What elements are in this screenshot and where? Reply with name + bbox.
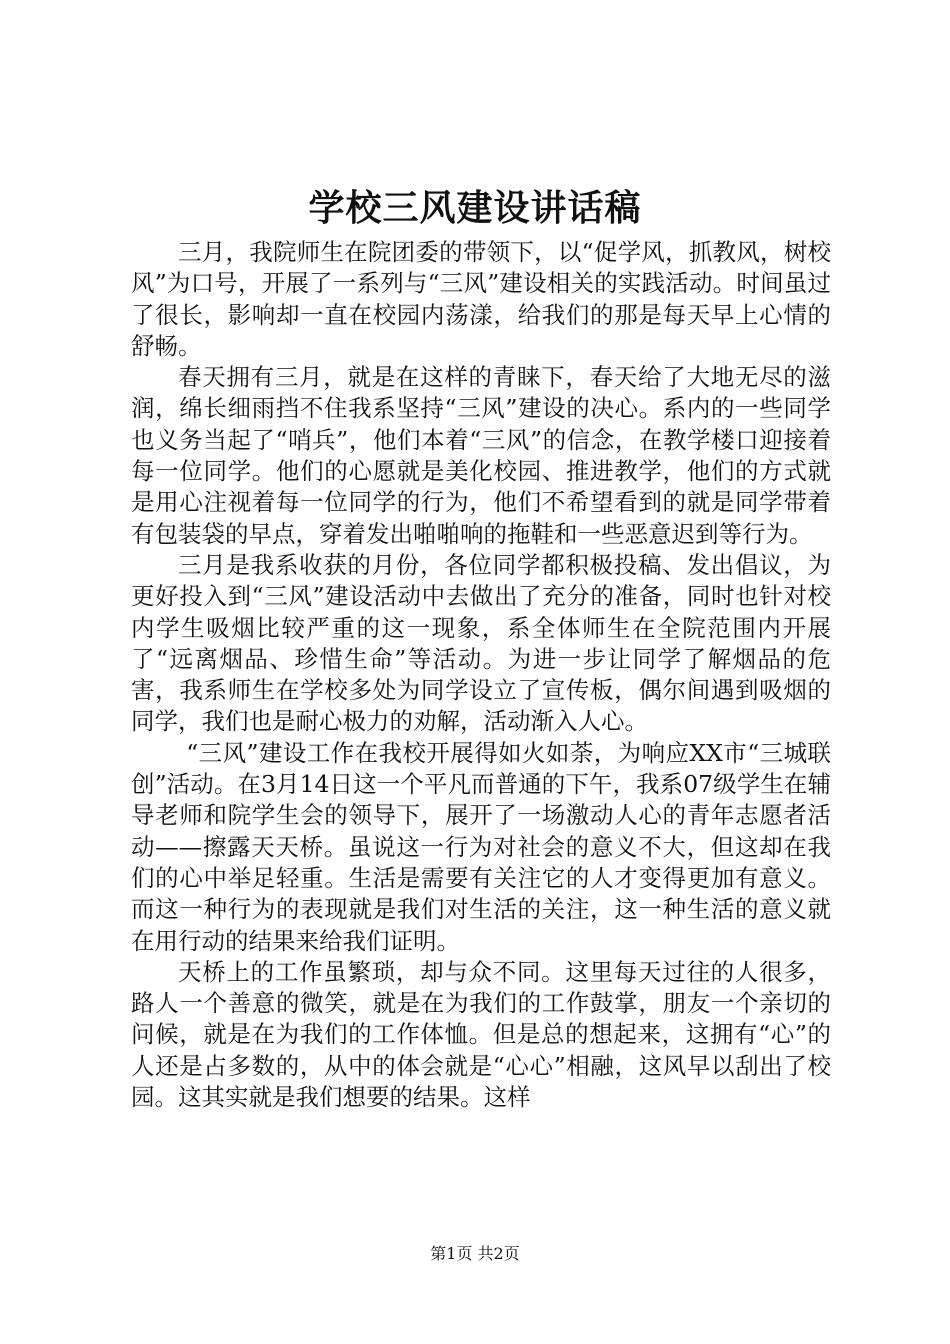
paragraph-1: 三月，我院师生在院团委的带领下，以“促学风，抓教风，树校风”为口号，开展了一系列与“三风”建设相关的实践活动。时间虽过了很长，影响却一直在校园内荡漾，给我们的那是每天早上心情的舒畅。	[131, 238, 831, 360]
document-body	[131, 237, 831, 1113]
paragraph-4: “三风”建设工作在我校开展得如火如荼，为响应XX市“三城联创”活动。在3月14日这一个平凡而普通的下午，我系07级学生在辅导老师和院学生会的领导下，展开了一场激动人心的青年志愿者活动——擦露天天桥。虽说这一行为对社会的意义不大，但这却在我们的心中举足轻重。生活是需要有关注它的人才变得更加有意义。而这一种行为的表现就是我们对生活的关注，这一种生活的意义就在用行动的结果来给我们证明。	[131, 738, 831, 955]
paragraph-2: 春天拥有三月，就是在这样的青睐下，春天给了大地无尽的滋润，绵长细雨挡不住我系坚持“三风”建设的决心。系内的一些同学也义务当起了“哨兵”，他们本着“三风”的信念，在教学楼口迎接着每一位同学。他们的心愿就是美化校园、推进教学，他们的方式就是用心注视着每一位同学的行为，他们不希望看到的就是同学带着有包装袋的早点，穿着发出啪啪响的拖鞋和一些恶意迟到等行为。	[131, 363, 831, 548]
paragraph-5: 天桥上的工作虽繁琐，却与众不同。这里每天过往的人很多，路人一个善意的微笑，就是在为我们的工作鼓掌，朋友一个亲切的问候，就是在为我们的工作体恤。但是总的想起来，这拥有“心”的人还是占多数的，从中的体会就是“心心”相融，这风早以刮出了校园。这其实就是我们想要的结果。这样	[131, 957, 831, 1112]
document-title: 学校三风建设讲话稿	[308, 187, 642, 229]
page-number-footer: 第1页 共2页	[430, 1244, 520, 1263]
paragraph-3: 三月是我系收获的月份，各位同学都积极投稿、发出倡议，为更好投入到“三风”建设活动中去做出了充分的准备，同时也针对校内学生吸烟比较严重的这一现象，系全体师生在全院范围内开展了“远离烟品、珍惜生命”等活动。为进一步让同学了解烟品的危害，我系师生在学校多处为同学设立了宣传板，偶尔间遇到吸烟的同学，我们也是耐心极力的劝解，活动渐入人心。	[131, 550, 831, 736]
